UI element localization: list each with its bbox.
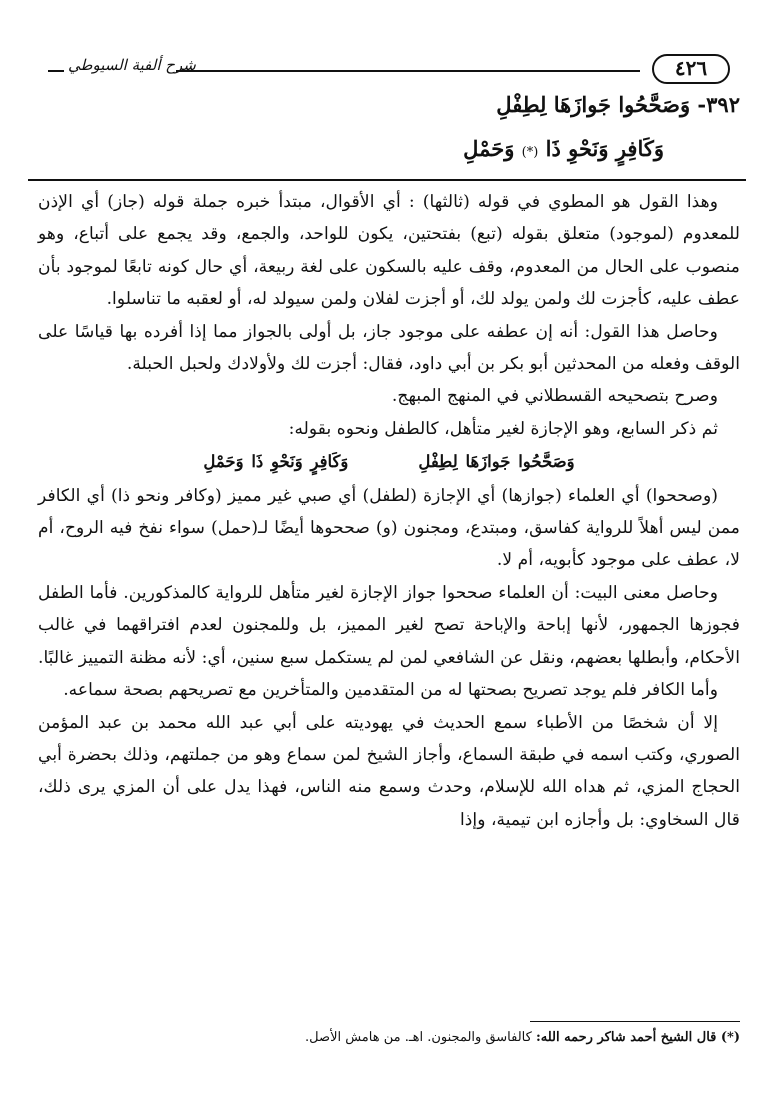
paragraph-8: إلا أن شخصًا من الأطباء سمع الحديث في يهوديته على أبي عبد الله محمد بن عبد المؤمن الصوري، وكتب اسمه في طبقة السماع، وأجاز الشيخ لمن سماع وهو من جملتهم، وذلك بحضرة أبي الحجاج المزي، ثم هداه الله للإسلام، وحدث وسمع منه الناس، فهذا يدل على أن المزي يرى ذلك، قال السخاوي: بل وأجازه ابن تيمية، وإذا [38, 712, 740, 830]
book-title: شرح ألفية السيوطي [68, 56, 196, 74]
paragraph-6: وحاصل معنى البيت: أن العلماء صححوا جواز الإجازة لغير متأهل للرواية كالمذكورين. فأما الطفل فجوزها الجمهور، لأنها إباحة والإباحة تصح لغير المميز، بل وللمجنون لعدم افتراقهما في غالب الأحكام، وأبطلها بعضهم، ونقل عن الشافعي لمن لم يستكمل سبع سنين، أي: لأنه مظنة التمييز غالبًا. [37, 582, 740, 668]
body-text [38, 186, 740, 836]
footnote-lead: (*) قال الشيخ أحمد شاكر رحمه الله: [535, 1030, 740, 1045]
header-rule [176, 70, 640, 72]
verse-line-2-end: وَحَمْلِ [463, 136, 515, 161]
paragraph-5: (وصححوا) أي العلماء (جوازها) أي الإجازة (لطفل) أي صبي غير مميز (وكافر ونحو ذا) أي الكافر ممن ليس أهلاً للرواية كفاسق، ومبتدع، ومجنون (و) صححوها أيضًا لـ(حمل) سواء نفخ فيه الروح، أم لا، عطف على موجود كأبويه، أم لا. [38, 485, 740, 571]
footnote-marker: (*) [521, 145, 539, 160]
page-header [48, 48, 730, 88]
inline-verse-b: وَكَافِرٍ وَنَحْوِ ذَا وَحَمْلِ [203, 452, 349, 472]
header-rule-short [48, 70, 64, 72]
footnote [38, 1028, 740, 1048]
inline-verse [38, 446, 740, 478]
verse-divider [28, 179, 746, 181]
verse-line-2-text: وَكَافِرٍ وَنَحْوِ ذَا [545, 136, 664, 161]
paragraph-2: وحاصل هذا القول: أنه إن عطفه على موجود جاز، بل أولى بالجواز مما إذا أفرده بها قياسًا على الوقف وفعله من المحدثين أبو بكر بن أبي داود، فقال: أجزت لك ولأولادك ولحبل الحبلة. [38, 321, 740, 375]
verse-line-1: ٣٩٢- وَصَحَّحُوا جَوازَهَا لِطِفْلِ [496, 92, 740, 117]
footnote-divider [530, 1021, 740, 1022]
paragraph-7: وأما الكافر فلم يوجد تصريح بصحتها له من المتقدمين والمتأخرين مع تصريحهم بصحة سماعه. [63, 680, 718, 701]
page-number: ٤٢٦ [652, 54, 730, 84]
verse-line-2 [24, 136, 664, 161]
inline-verse-a: وَصَحَّحُوا جَوازَهَا لِطِفْلِ [418, 452, 575, 472]
paragraph-3: وصرح بتصحيحه القسطلاني في المنهج المبهج. [391, 386, 718, 407]
paragraph-4: ثم ذكر السابع، وهو الإجازة لغير متأهل، كالطفل ونحوه بقوله: [288, 418, 718, 439]
footnote-text: كالفاسق والمجنون. اهـ. من هامش الأصل. [305, 1030, 532, 1045]
paragraph-1: وهذا القول هو المطوي في قوله (ثالثها) : أي الأقوال، مبتدأ خبره جملة قوله (جاز) أي الإذن للمعدوم (لموجود) متعلق بقوله (تبع) بفتحتين، يكون للواحد، والجمع، وقد يجمع على أتباع، وهو منصوب على الحال من المعدوم، وقف عليه بالسكون على لغة ربيعة، أي حال كونه تابعًا لموجود بأن عطف عليه، كأجزت لك ولمن يولد لك، أو أجزت لفلان ولمن سيولد له، أو لعقبه ما تناسلوا. [38, 192, 740, 310]
